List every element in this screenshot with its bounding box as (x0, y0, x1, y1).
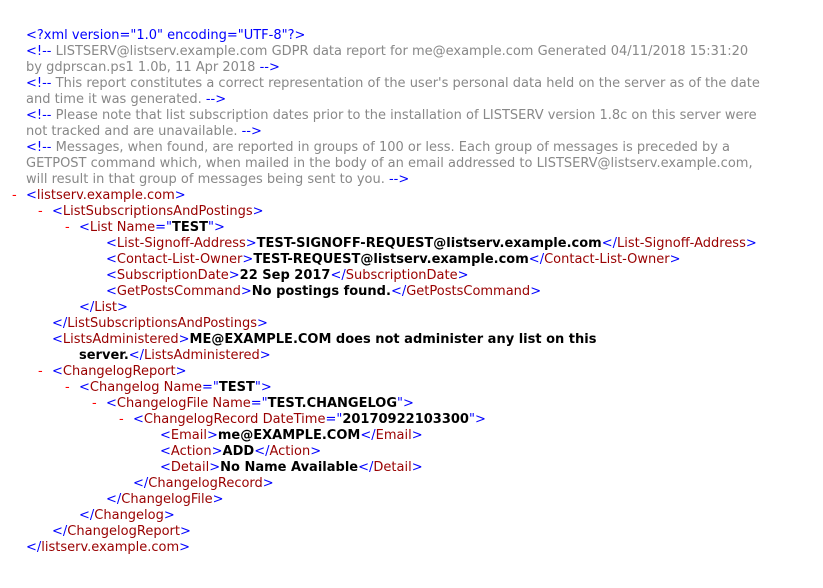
comment-messages-cont: GETPOST command which, when mailed in the body of an email addressed to LISTSERV@listserv.example.com, (26, 156, 753, 171)
signoff-address-element: <List-Signoff-Address>TEST-SIGNOFF-REQUEST@listserv.example.com</List-Signoff-Address> (106, 236, 757, 251)
comment-text: Messages, when found, are reported in groups of 100 or less. Each group of messages is preceded by a (55, 140, 730, 155)
comment-subscription-dates: <!-- Please note that list subscription dates prior to the installation of LISTSERV version 1.8c on this server were (26, 108, 757, 123)
subscription-date-value: 22 Sep 2017 (239, 268, 331, 283)
changelog-file-close-tag: </ChangelogFile> (106, 492, 224, 507)
changelog-report-close-tag: </ChangelogReport> (52, 524, 191, 539)
comment-text: by gdprscan.ps1 1.0b, 11 Apr 2018 (26, 60, 256, 75)
getposts-value: No postings found. (251, 284, 391, 299)
comment-text: LISTSERV@listserv.example.com GDPR data report for me@example.com Generated 04/11/2018 15:31:20 (55, 44, 749, 59)
comment-messages-end: will result in that group of messages being sent to you. --> (26, 172, 410, 187)
email-element: <Email>me@EXAMPLE.COM</Email> (160, 428, 423, 443)
lists-administered-value: ME@EXAMPLE.COM does not administer any list on this (189, 332, 597, 347)
changelog-open-tag: <Changelog Name="TEST"> (79, 380, 272, 395)
collapse-toggle-changelog-report[interactable]: - (38, 364, 43, 379)
xml-declaration: <?xml version="1.0" encoding="UTF-8"?> (26, 28, 306, 43)
collapse-toggle-subscriptions[interactable]: - (38, 204, 43, 219)
detail-value: No Name Available (220, 460, 359, 475)
comment-generated: <!-- LISTSERV@listserv.example.com GDPR data report for me@example.com Generated 04/11/2018 15:31:20 (26, 44, 749, 59)
changelog-report-open-tag: <ChangelogReport> (52, 364, 187, 379)
subscriptions-close-tag: </ListSubscriptionsAndPostings> (52, 316, 268, 331)
subscription-date-element: <SubscriptionDate>22 Sep 2017</SubscriptionDate> (106, 268, 469, 283)
comment-text: not tracked and are unavailable. (26, 124, 238, 139)
list-owner-element: <Contact-List-Owner>TEST-REQUEST@listserv.example.com</Contact-List-Owner> (106, 252, 681, 267)
list-open-tag: <List Name="TEST"> (79, 220, 225, 235)
comment-generated-cont: by gdprscan.ps1 1.0b, 11 Apr 2018 --> (26, 60, 280, 75)
comment-representation-cont: and time it was generated. --> (26, 92, 227, 107)
changelog-close-tag: </Changelog> (79, 508, 175, 523)
root-open-tag: <listserv.example.com> (26, 188, 186, 203)
comment-text: will result in that group of messages being sent to you. (26, 172, 385, 187)
signoff-address-value: TEST-SIGNOFF-REQUEST@listserv.example.com (256, 236, 602, 251)
collapse-toggle-changelog-record[interactable]: - (119, 412, 124, 427)
lists-administered-element: <ListsAdministered>ME@EXAMPLE.COM does not administer any list on this (52, 332, 597, 347)
collapse-toggle-changelog-file[interactable]: - (92, 396, 97, 411)
collapse-toggle-list[interactable]: - (65, 220, 70, 235)
comment-subscription-dates-cont: not tracked and are unavailable. --> (26, 124, 262, 139)
comment-text: Please note that list subscription dates prior to the installation of LISTSERV version 1.8c on this server were (55, 108, 757, 123)
lists-administered-value: server. (79, 348, 129, 363)
detail-element: <Detail>No Name Available</Detail> (160, 460, 423, 475)
collapse-toggle-changelog[interactable]: - (65, 380, 70, 395)
comment-representation: <!-- This report constitutes a correct representation of the user's personal data held on the server as of the date (26, 76, 760, 91)
changelog-record-close-tag: </ChangelogRecord> (133, 476, 274, 491)
comment-messages: <!-- Messages, when found, are reported in groups of 100 or less. Each group of messages is preceded by a (26, 140, 730, 155)
changelog-record-open-tag: <ChangelogRecord DateTime="20170922103300"> (133, 412, 486, 427)
lists-administered-cont: server.</ListsAdministered> (79, 348, 271, 363)
action-element: <Action>ADD</Action> (160, 444, 322, 459)
changelog-file-open-tag: <ChangelogFile Name="TEST.CHANGELOG"> (106, 396, 414, 411)
list-owner-value: TEST-REQUEST@listserv.example.com (253, 252, 529, 267)
email-value: me@EXAMPLE.COM (217, 428, 361, 443)
list-close-tag: </List> (79, 300, 128, 315)
comment-text: This report constitutes a correct representation of the user's personal data held on the server as of the date (55, 76, 760, 91)
comment-text: and time it was generated. (26, 92, 202, 107)
root-close-tag: </listserv.example.com> (26, 540, 191, 555)
action-value: ADD (222, 444, 255, 459)
collapse-toggle-root[interactable]: - (12, 188, 17, 203)
subscriptions-open-tag: <ListSubscriptionsAndPostings> (52, 204, 264, 219)
getposts-element: <GetPostsCommand>No postings found.</GetPostsCommand> (106, 284, 542, 299)
